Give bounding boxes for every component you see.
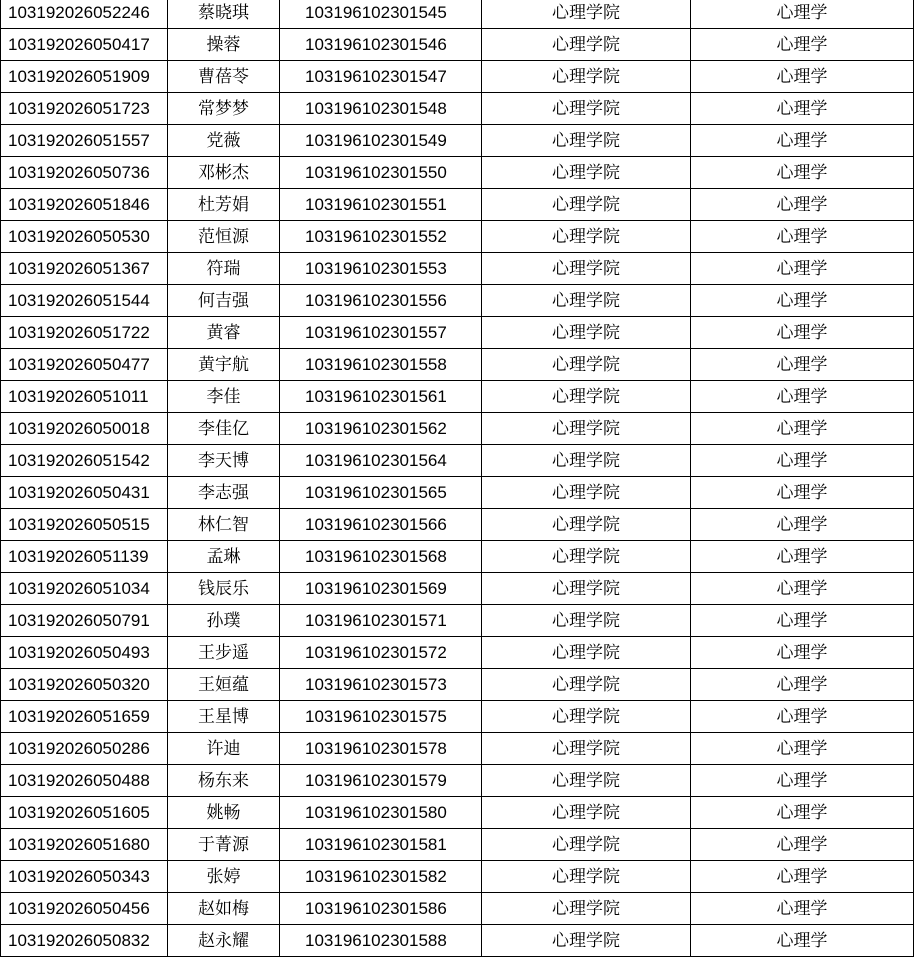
name-cell: 姚畅 (168, 797, 280, 829)
school-cell: 心理学院 (482, 477, 691, 509)
table-row (1, 93, 914, 125)
admission-number-cell: 103196102301573 (280, 669, 482, 701)
candidate-number-cell: 103192026050493 (1, 637, 168, 669)
name-cell: 邓彬杰 (168, 157, 280, 189)
table-row (1, 445, 914, 477)
major-cell: 心理学 (691, 0, 914, 29)
table-row (1, 29, 914, 61)
candidate-number-cell: 103192026052246 (1, 0, 168, 29)
name-cell: 林仁智 (168, 509, 280, 541)
table-row (1, 893, 914, 925)
school-cell: 心理学院 (482, 573, 691, 605)
admission-number-cell: 103196102301571 (280, 605, 482, 637)
school-cell: 心理学院 (482, 893, 691, 925)
admission-number-cell: 103196102301557 (280, 317, 482, 349)
candidate-number-cell: 103192026050343 (1, 861, 168, 893)
candidate-number-cell: 103192026051680 (1, 829, 168, 861)
table-row (1, 797, 914, 829)
admission-number-cell: 103196102301569 (280, 573, 482, 605)
admission-number-cell: 103196102301545 (280, 0, 482, 29)
name-cell: 李佳 (168, 381, 280, 413)
candidate-number-cell: 103192026051139 (1, 541, 168, 573)
school-cell: 心理学院 (482, 797, 691, 829)
table-row (1, 413, 914, 445)
name-cell: 张婷 (168, 861, 280, 893)
school-cell: 心理学院 (482, 733, 691, 765)
major-cell: 心理学 (691, 189, 914, 221)
major-cell: 心理学 (691, 925, 914, 957)
name-cell: 黄睿 (168, 317, 280, 349)
candidate-number-cell: 103192026051542 (1, 445, 168, 477)
major-cell: 心理学 (691, 861, 914, 893)
major-cell: 心理学 (691, 477, 914, 509)
name-cell: 李天博 (168, 445, 280, 477)
table-row (1, 861, 914, 893)
major-cell: 心理学 (691, 573, 914, 605)
table-row (1, 221, 914, 253)
major-cell: 心理学 (691, 445, 914, 477)
candidate-number-cell: 103192026051723 (1, 93, 168, 125)
admission-number-cell: 103196102301572 (280, 637, 482, 669)
school-cell: 心理学院 (482, 701, 691, 733)
major-cell: 心理学 (691, 381, 914, 413)
table-row (1, 829, 914, 861)
candidate-number-cell: 103192026050431 (1, 477, 168, 509)
table-row (1, 253, 914, 285)
major-cell: 心理学 (691, 765, 914, 797)
table-row (1, 669, 914, 701)
name-cell: 李佳亿 (168, 413, 280, 445)
candidate-number-cell: 103192026050456 (1, 893, 168, 925)
school-cell: 心理学院 (482, 829, 691, 861)
admission-number-cell: 103196102301556 (280, 285, 482, 317)
table-row (1, 509, 914, 541)
candidate-number-cell: 103192026051557 (1, 125, 168, 157)
admission-number-cell: 103196102301551 (280, 189, 482, 221)
major-cell: 心理学 (691, 509, 914, 541)
admission-number-cell: 103196102301566 (280, 509, 482, 541)
candidate-number-cell: 103192026050417 (1, 29, 168, 61)
admission-number-cell: 103196102301588 (280, 925, 482, 957)
school-cell: 心理学院 (482, 157, 691, 189)
candidate-number-cell: 103192026051011 (1, 381, 168, 413)
major-cell: 心理学 (691, 669, 914, 701)
name-cell: 曹蓓苓 (168, 61, 280, 93)
table-row (1, 0, 914, 29)
candidate-number-cell: 103192026050791 (1, 605, 168, 637)
school-cell: 心理学院 (482, 125, 691, 157)
table-row (1, 925, 914, 957)
admission-number-cell: 103196102301578 (280, 733, 482, 765)
candidate-number-cell: 103192026050736 (1, 157, 168, 189)
name-cell: 孙璞 (168, 605, 280, 637)
table-row (1, 381, 914, 413)
school-cell: 心理学院 (482, 861, 691, 893)
admission-number-cell: 103196102301580 (280, 797, 482, 829)
admission-number-cell: 103196102301558 (280, 349, 482, 381)
table-row (1, 189, 914, 221)
admission-number-cell: 103196102301581 (280, 829, 482, 861)
major-cell: 心理学 (691, 733, 914, 765)
admission-number-cell: 103196102301564 (280, 445, 482, 477)
candidate-number-cell: 103192026050488 (1, 765, 168, 797)
major-cell: 心理学 (691, 253, 914, 285)
major-cell: 心理学 (691, 829, 914, 861)
school-cell: 心理学院 (482, 381, 691, 413)
name-cell: 王星博 (168, 701, 280, 733)
admission-number-cell: 103196102301579 (280, 765, 482, 797)
major-cell: 心理学 (691, 125, 914, 157)
name-cell: 符瑞 (168, 253, 280, 285)
major-cell: 心理学 (691, 413, 914, 445)
table-row (1, 605, 914, 637)
name-cell: 杨东来 (168, 765, 280, 797)
candidate-number-cell: 103192026050530 (1, 221, 168, 253)
name-cell: 于菁源 (168, 829, 280, 861)
major-cell: 心理学 (691, 605, 914, 637)
candidate-number-cell: 103192026051544 (1, 285, 168, 317)
table-row (1, 285, 914, 317)
major-cell: 心理学 (691, 349, 914, 381)
name-cell: 操蓉 (168, 29, 280, 61)
school-cell: 心理学院 (482, 413, 691, 445)
table-row (1, 157, 914, 189)
major-cell: 心理学 (691, 541, 914, 573)
table-row (1, 637, 914, 669)
admission-number-cell: 103196102301586 (280, 893, 482, 925)
major-cell: 心理学 (691, 61, 914, 93)
name-cell: 常梦梦 (168, 93, 280, 125)
table-row (1, 61, 914, 93)
candidate-number-cell: 103192026050477 (1, 349, 168, 381)
admission-number-cell: 103196102301552 (280, 221, 482, 253)
school-cell: 心理学院 (482, 541, 691, 573)
candidate-number-cell: 103192026051367 (1, 253, 168, 285)
table-row (1, 477, 914, 509)
table-row (1, 317, 914, 349)
name-cell: 王姮蕴 (168, 669, 280, 701)
name-cell: 钱辰乐 (168, 573, 280, 605)
school-cell: 心理学院 (482, 29, 691, 61)
admission-number-cell: 103196102301568 (280, 541, 482, 573)
name-cell: 许迪 (168, 733, 280, 765)
candidate-number-cell: 103192026051659 (1, 701, 168, 733)
candidate-number-cell: 103192026051722 (1, 317, 168, 349)
admission-number-cell: 103196102301553 (280, 253, 482, 285)
candidate-number-cell: 103192026050832 (1, 925, 168, 957)
major-cell: 心理学 (691, 285, 914, 317)
school-cell: 心理学院 (482, 669, 691, 701)
admission-number-cell: 103196102301561 (280, 381, 482, 413)
school-cell: 心理学院 (482, 0, 691, 29)
name-cell: 赵永耀 (168, 925, 280, 957)
admission-number-cell: 103196102301548 (280, 93, 482, 125)
candidate-number-cell: 103192026050515 (1, 509, 168, 541)
roster-table-body (1, 0, 914, 957)
admission-number-cell: 103196102301582 (280, 861, 482, 893)
school-cell: 心理学院 (482, 637, 691, 669)
candidate-number-cell: 103192026050286 (1, 733, 168, 765)
table-row (1, 765, 914, 797)
major-cell: 心理学 (691, 893, 914, 925)
major-cell: 心理学 (691, 637, 914, 669)
table-row (1, 733, 914, 765)
candidate-number-cell: 103192026051605 (1, 797, 168, 829)
name-cell: 赵如梅 (168, 893, 280, 925)
school-cell: 心理学院 (482, 93, 691, 125)
school-cell: 心理学院 (482, 445, 691, 477)
name-cell: 黄宇航 (168, 349, 280, 381)
admission-number-cell: 103196102301549 (280, 125, 482, 157)
name-cell: 何吉强 (168, 285, 280, 317)
school-cell: 心理学院 (482, 189, 691, 221)
table-row (1, 701, 914, 733)
school-cell: 心理学院 (482, 285, 691, 317)
admission-number-cell: 103196102301565 (280, 477, 482, 509)
name-cell: 范恒源 (168, 221, 280, 253)
table-row (1, 125, 914, 157)
name-cell: 蔡晓琪 (168, 0, 280, 29)
admission-number-cell: 103196102301562 (280, 413, 482, 445)
major-cell: 心理学 (691, 157, 914, 189)
school-cell: 心理学院 (482, 605, 691, 637)
candidate-number-cell: 103192026051909 (1, 61, 168, 93)
admission-number-cell: 103196102301550 (280, 157, 482, 189)
admission-number-cell: 103196102301575 (280, 701, 482, 733)
major-cell: 心理学 (691, 221, 914, 253)
name-cell: 杜芳娟 (168, 189, 280, 221)
school-cell: 心理学院 (482, 765, 691, 797)
name-cell: 王步遥 (168, 637, 280, 669)
admission-number-cell: 103196102301546 (280, 29, 482, 61)
school-cell: 心理学院 (482, 221, 691, 253)
school-cell: 心理学院 (482, 349, 691, 381)
major-cell: 心理学 (691, 797, 914, 829)
table-row (1, 573, 914, 605)
school-cell: 心理学院 (482, 317, 691, 349)
table-row (1, 349, 914, 381)
name-cell: 孟琳 (168, 541, 280, 573)
major-cell: 心理学 (691, 93, 914, 125)
school-cell: 心理学院 (482, 253, 691, 285)
candidate-number-cell: 103192026051034 (1, 573, 168, 605)
name-cell: 李志强 (168, 477, 280, 509)
name-cell: 党薇 (168, 125, 280, 157)
school-cell: 心理学院 (482, 925, 691, 957)
admission-number-cell: 103196102301547 (280, 61, 482, 93)
major-cell: 心理学 (691, 317, 914, 349)
table-row (1, 541, 914, 573)
major-cell: 心理学 (691, 29, 914, 61)
school-cell: 心理学院 (482, 509, 691, 541)
school-cell: 心理学院 (482, 61, 691, 93)
candidate-number-cell: 103192026050320 (1, 669, 168, 701)
candidate-number-cell: 103192026051846 (1, 189, 168, 221)
major-cell: 心理学 (691, 701, 914, 733)
candidate-number-cell: 103192026050018 (1, 413, 168, 445)
